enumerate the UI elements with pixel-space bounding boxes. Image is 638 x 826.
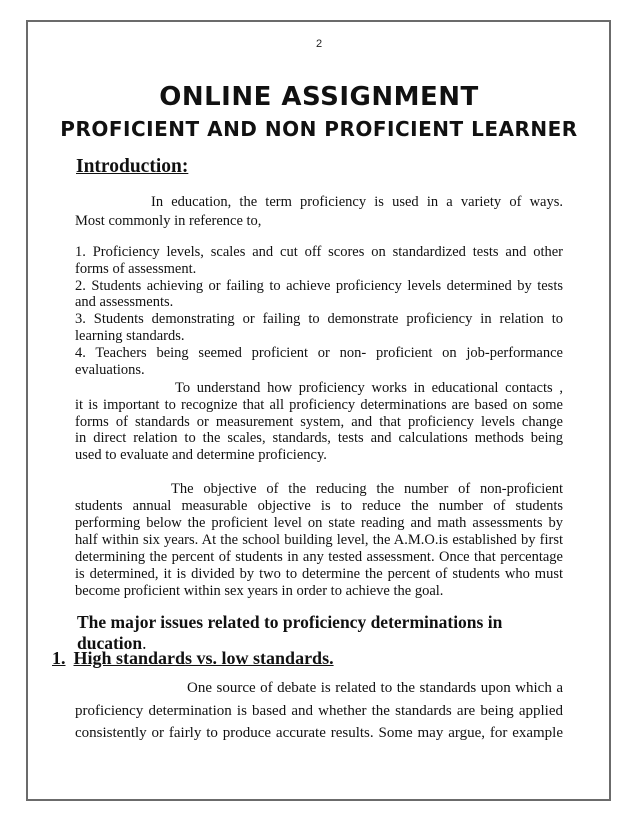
intro-line: In education, the term proficiency is used in a variety of ways. — [151, 194, 563, 210]
major-issues-period: . — [142, 633, 147, 653]
introduction-heading: Introduction: — [76, 156, 189, 177]
paragraph-line: To understand how proficiency works in educational contacts , — [175, 380, 563, 396]
intro-line: Most commonly in reference to, — [75, 213, 262, 229]
list-item — [75, 311, 563, 345]
paragraph-line: half within six years. At the school building level, the A.M.O.is established by first — [75, 532, 563, 548]
list-item-line: learning standards. — [75, 327, 185, 344]
proficiency-list — [75, 244, 563, 378]
objective-paragraph — [75, 481, 563, 600]
paragraph-line: used to evaluate and determine proficiency. — [75, 447, 327, 464]
list-item — [75, 244, 563, 278]
paragraph-line: become proficient within sex years in order to achieve the goal. — [75, 583, 444, 599]
major-issues-text: The major issues related to proficiency determinations in ducation — [77, 612, 503, 653]
paragraph-line: consistently or fairly to produce accurate results. Some may argue, for example — [75, 725, 563, 741]
list-item — [75, 345, 563, 379]
document-title: ONLINE ASSIGNMENT — [159, 82, 479, 112]
paragraph-line: students annual measurable objective is to reduce the number of students — [75, 498, 563, 514]
document-subtitle: PROFICIENT AND NON PROFICIENT LEARNER — [60, 117, 578, 141]
list-item-line: evaluations. — [75, 361, 145, 378]
paragraph-line: One source of debate is related to the standards upon which a — [187, 680, 563, 696]
list-item-line: 4. Teachers being seemed proficient or non- proficient on job-performance — [75, 344, 563, 361]
paragraph-line: is determined, it is divided by two to determine the percent of students who must — [75, 566, 563, 582]
paragraph-line: determining the percent of students in any tested assessment. Once that percentage — [75, 549, 563, 565]
list-item-line: 1. Proficiency levels, scales and cut off scores on standardized tests and other — [75, 244, 563, 260]
section-1-heading — [52, 648, 334, 669]
page-number: 2 — [315, 38, 323, 50]
list-item-line: 2. Students achieving or failing to achieve proficiency levels determined by tests — [75, 277, 563, 294]
paragraph-line: proficiency determination is based and whether the standards are being applied — [75, 702, 563, 719]
section-number: 1. — [52, 648, 66, 668]
list-item-line: and assessments. — [75, 294, 174, 311]
paragraph-line: forms of standards or measurement system, and that proficiency levels change — [75, 413, 563, 430]
list-item-line: 3. Students demonstrating or failing to demonstrate proficiency in relation to — [75, 311, 563, 328]
list-item — [75, 278, 563, 312]
paragraph-line: The objective of the reducing the number of non-proficient — [171, 481, 563, 497]
paragraph-line: performing below the proficient level on state reading and math assessments by — [75, 515, 563, 531]
section-1-paragraph — [75, 677, 563, 745]
intro-paragraph — [75, 193, 563, 231]
section-title: High standards vs. low standards. — [73, 648, 334, 668]
list-item-line: forms of assessment. — [75, 260, 197, 277]
paragraph-line: in direct relation to the scales, standards, tests and calculations methods being — [75, 430, 563, 447]
understanding-paragraph — [75, 380, 563, 464]
paragraph-line: it is important to recognize that all proficiency determinations are based on some — [75, 396, 563, 413]
